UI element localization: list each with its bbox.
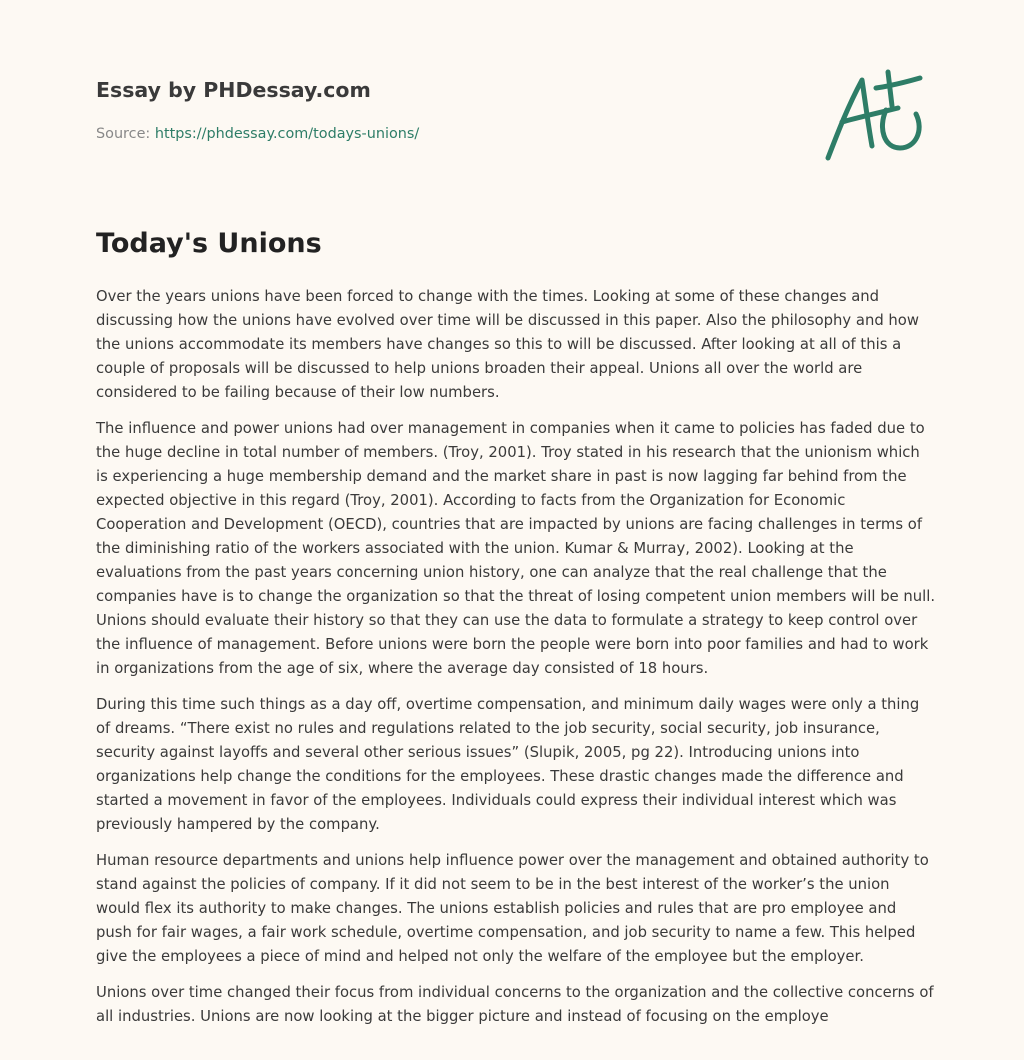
source-line <box>96 124 736 144</box>
source-label: Source: <box>96 126 151 142</box>
source-link[interactable]: https://phdessay.com/todays-unions/ <box>154 126 420 142</box>
essay-paragraph: Unions over time changed their focus from individual concerns to the organization and the collective concerns of all industries. Unions are now looking at the bigger picture and instead of focusing on the employe <box>96 984 934 1025</box>
site-brand: Essay by PHDessay.com <box>96 78 371 102</box>
essay-paragraph: Over the years unions have been forced to change with the times. Looking at some of these changes and discussing how the unions have evolved over time will be discussed in this paper. Also the philosophy and how the unions accommodate its members have changes so this to will be discussed. After looking at all of this a couple of proposals will be discussed to help unions broaden their appeal. Unions all over the world are considered to be failing because of their low numbers. <box>96 288 919 401</box>
a-plus-logo-icon <box>820 66 930 166</box>
essay-body <box>96 285 936 1041</box>
essay-paragraph: Human resource departments and unions help influence power over the management and obtained authority to stand against the policies of company. If it did not seem to be in the best interest of the worker’s the union would flex its authority to make changes. The unions establish policies and rules that are pro employee and push for fair wages, a fair work schedule, overtime compensation, and job security to name a few. This helped give the employees a piece of mind and helped not only the welfare of the employee but the employer. <box>96 852 929 965</box>
essay-title: Today's Unions <box>96 228 322 259</box>
essay-paragraph: The influence and power unions had over management in companies when it came to policies has faded due to the huge decline in total number of members. (Troy, 2001). Troy stated in his research that the unionism which is experiencing a huge membership demand and the market share in past is now lagging far behind from the expected objective in this regard (Troy, 2001). According to facts from the Organization for Economic Cooperation and Development (OECD), countries that are impacted by unions are facing challenges in terms of the diminishing ratio of the workers associated with the union. Kumar & Murray, 2002). Looking at the evaluations from the past years concerning union history, one can analyze that the real challenge that the companies have is to change the organization so that the threat of losing competent union members will be null. Unions should evaluate their history so that they can use the data to formulate a strategy to keep control over the influence of management. Before unions were born the people were born into poor families and had to work in organizations from the age of six, where the average day consisted of 18 hours. <box>96 420 936 677</box>
essay-paragraph: During this time such things as a day off, overtime compensation, and minimum daily wages were only a thing of dreams. “There exist no rules and regulations related to the job security, social security, job insurance, security against layoffs and several other serious issues” (Slupik, 2005, pg 22). Introducing unions into organizations help change the conditions for the employees. These drastic changes made the difference and started a movement in favor of the employees. Individuals could express their individual interest which was previously hampered by the company. <box>96 696 920 833</box>
page-header <box>96 76 736 144</box>
